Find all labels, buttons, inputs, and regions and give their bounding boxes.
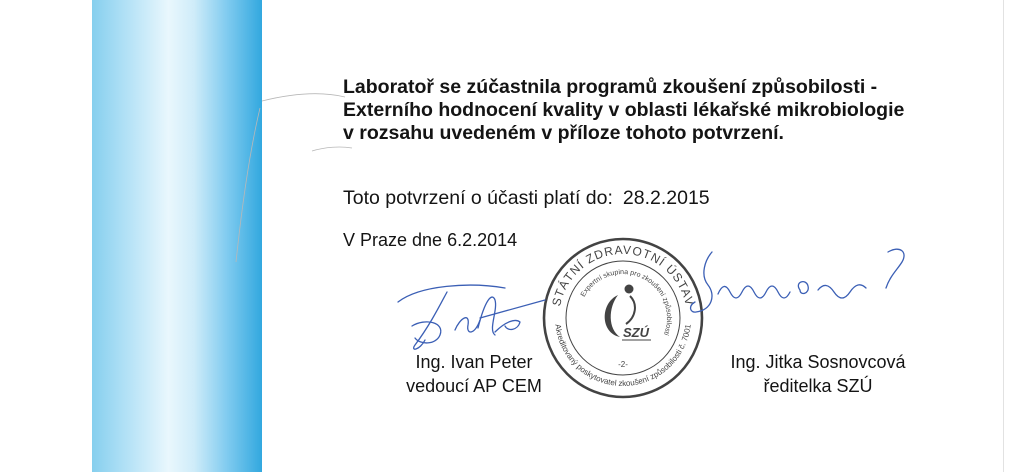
statement-line: Laboratoř se zúčastnila programů zkoušení způsobilosti - <box>343 76 878 98</box>
statement-line: Externího hodnocení kvality v oblasti lékařské mikrobiologie <box>343 99 905 121</box>
signatory-name: Ing. Jitka Sosnovcová <box>730 352 906 372</box>
stamp-outer-text: STÁTNÍ ZDRAVOTNÍ ÚSTAV <box>549 242 697 308</box>
stamp-logo-text: SZÚ <box>623 325 649 340</box>
stamp-ring-text: Akreditovaný poskytovatel zkoušení způsobilosti č. 7001 <box>553 323 693 389</box>
scan-artifact-lines <box>236 94 352 262</box>
place-and-date: V Praze dne 6.2.2014 <box>343 230 518 250</box>
signatory-name: Ing. Ivan Peter <box>415 352 533 372</box>
validity-label: Toto potvrzení o účasti platí do: <box>343 187 613 209</box>
validity-date: 28.2.2015 <box>622 187 710 209</box>
stamp-inner-text: Expertní skupina pro zkoušení způsobilosti <box>579 268 673 337</box>
signature-jitka-sosnovcova <box>691 249 904 312</box>
stamp-number: -2- <box>618 360 628 369</box>
statement-line: v rozsahu uvedeném v příloze tohoto potvrzení. <box>343 122 784 144</box>
signature-ivan-peter <box>398 285 545 349</box>
signatory-role: ředitelka SZÚ <box>763 376 873 396</box>
signatory-role: vedoucí AP CEM <box>406 376 542 396</box>
